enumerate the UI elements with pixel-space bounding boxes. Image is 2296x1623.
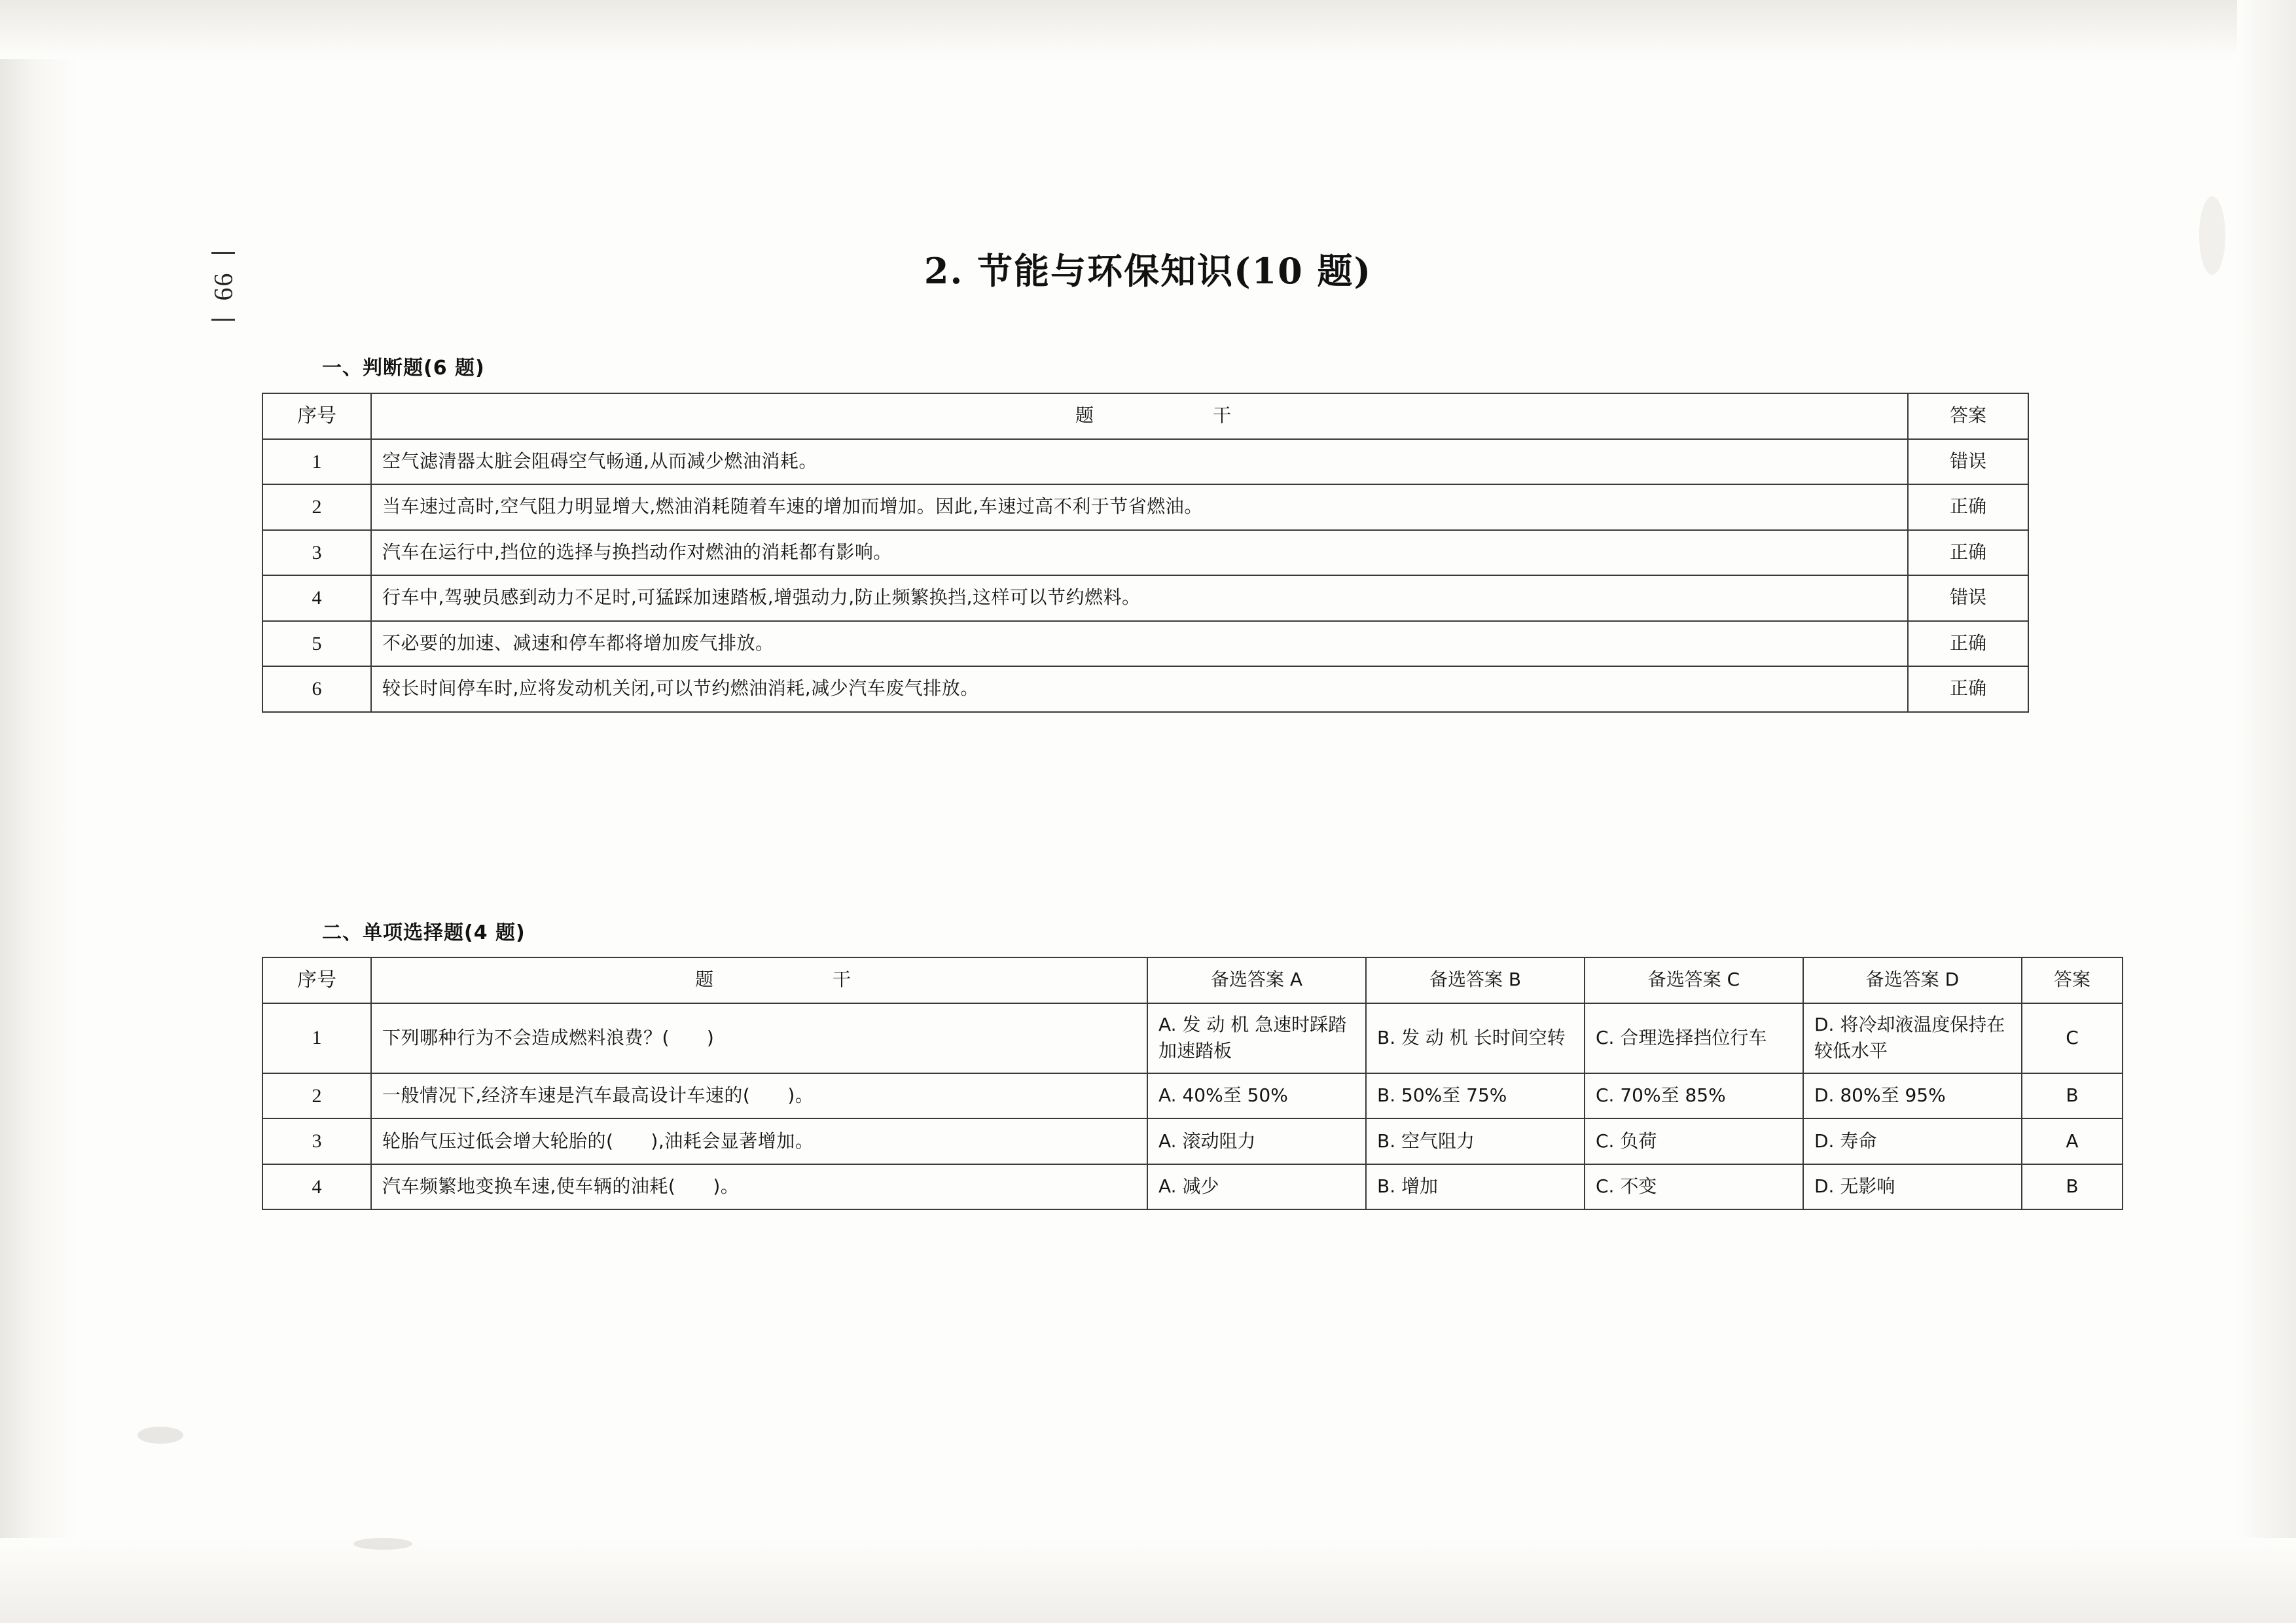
header-stem: 题 干: [1075, 404, 1259, 427]
table-row: [262, 621, 2028, 667]
row-index: 3: [262, 530, 371, 576]
page-number: 66: [208, 272, 238, 301]
row-option-c: C. 70%至 85%: [1585, 1073, 1803, 1119]
row-index: 1: [262, 1003, 371, 1073]
judgement-questions-table: [262, 393, 2029, 713]
table-row: [262, 530, 2028, 576]
table-row: [262, 1164, 2123, 1210]
row-option-b: B. 增加: [1366, 1164, 1585, 1210]
table-row: [262, 439, 2028, 485]
table-header-row: [262, 957, 2123, 1003]
table-row: [262, 1073, 2123, 1119]
table-row: [262, 1003, 2123, 1073]
header-option-b: 备选答案 B: [1366, 957, 1585, 1003]
row-answer: 正确: [1908, 621, 2028, 667]
row-answer: 正确: [1908, 666, 2028, 712]
scan-shading-bottom: [0, 1538, 2296, 1623]
row-option-d: D. 80%至 95%: [1803, 1073, 2022, 1119]
row-stem: 一般情况下,经济车速是汽车最高设计车速的( )。: [371, 1073, 1147, 1119]
header-option-d: 备选答案 D: [1803, 957, 2022, 1003]
row-option-d: D. 寿命: [1803, 1118, 2022, 1164]
header-option-a: 备选答案 A: [1147, 957, 1366, 1003]
header-answer: 答案: [2022, 957, 2123, 1003]
table-row: [262, 1118, 2123, 1164]
row-answer: B: [2022, 1073, 2123, 1119]
page-marker-dash-bottom: [211, 319, 235, 321]
row-option-b: B. 空气阻力: [1366, 1118, 1585, 1164]
scan-speck: [137, 1427, 183, 1444]
section-heading-judgement: 一、判断题(6 题): [322, 357, 485, 380]
section-heading-choice: 二、单项选择题(4 题): [322, 921, 526, 944]
row-index: 4: [262, 1164, 371, 1210]
row-stem: 行车中,驾驶员感到动力不足时,可猛踩加速踏板,增强动力,防止频繁换挡,这样可以节约燃料。: [371, 575, 1908, 621]
row-option-c: C. 不变: [1585, 1164, 1803, 1210]
row-index: 5: [262, 621, 371, 667]
row-option-d: D. 将冷却液温度保持在较低水平: [1803, 1003, 2022, 1073]
row-answer: C: [2022, 1003, 2123, 1073]
row-stem: 当车速过高时,空气阻力明显增大,燃油消耗随着车速的增加而增加。因此,车速过高不利于节省燃油。: [371, 484, 1908, 530]
row-answer: 错误: [1908, 439, 2028, 485]
page-title: 2. 节能与环保知识(10 题): [924, 250, 1372, 292]
row-stem: 汽车频繁地变换车速,使车辆的油耗( )。: [371, 1164, 1147, 1210]
row-index: 2: [262, 1073, 371, 1119]
table-row: [262, 666, 2028, 712]
row-option-b: B. 发 动 机 长时间空转: [1366, 1003, 1585, 1073]
header-answer: 答案: [1908, 393, 2028, 439]
row-option-c: C. 合理选择挡位行车: [1585, 1003, 1803, 1073]
table-header-row: [262, 393, 2028, 439]
header-option-c: 备选答案 C: [1585, 957, 1803, 1003]
scan-shading-top: [0, 0, 2296, 59]
row-stem: 空气滤清器太脏会阻碍空气畅通,从而减少燃油消耗。: [371, 439, 1908, 485]
row-option-a: A. 40%至 50%: [1147, 1073, 1366, 1119]
row-answer: A: [2022, 1118, 2123, 1164]
header-index: 序号: [262, 393, 371, 439]
row-stem: 较长时间停车时,应将发动机关闭,可以节约燃油消耗,减少汽车废气排放。: [371, 666, 1908, 712]
row-stem: 下列哪种行为不会造成燃料浪费？( ): [371, 1003, 1147, 1073]
row-answer: B: [2022, 1164, 2123, 1210]
row-index: 1: [262, 439, 371, 485]
row-stem: 轮胎气压过低会增大轮胎的( ),油耗会显著增加。: [371, 1118, 1147, 1164]
row-index: 4: [262, 575, 371, 621]
row-answer: 正确: [1908, 484, 2028, 530]
row-index: 3: [262, 1118, 371, 1164]
row-option-d: D. 无影响: [1803, 1164, 2022, 1210]
header-stem: 题 干: [694, 969, 878, 991]
row-answer: 正确: [1908, 530, 2028, 576]
row-index: 2: [262, 484, 371, 530]
choice-questions-table: [262, 957, 2123, 1210]
row-option-a: A. 滚动阻力: [1147, 1118, 1366, 1164]
table-row: [262, 484, 2028, 530]
scan-speck: [353, 1538, 412, 1550]
row-answer: 错误: [1908, 575, 2028, 621]
row-option-a: A. 减少: [1147, 1164, 1366, 1210]
row-stem: 汽车在运行中,挡位的选择与换挡动作对燃油的消耗都有影响。: [371, 530, 1908, 576]
row-index: 6: [262, 666, 371, 712]
row-option-c: C. 负荷: [1585, 1118, 1803, 1164]
table-row: [262, 575, 2028, 621]
row-stem: 不必要的加速、减速和停车都将增加废气排放。: [371, 621, 1908, 667]
header-index: 序号: [262, 957, 371, 1003]
row-option-b: B. 50%至 75%: [1366, 1073, 1585, 1119]
row-option-a: A. 发 动 机 急速时踩踏加速踏板: [1147, 1003, 1366, 1073]
